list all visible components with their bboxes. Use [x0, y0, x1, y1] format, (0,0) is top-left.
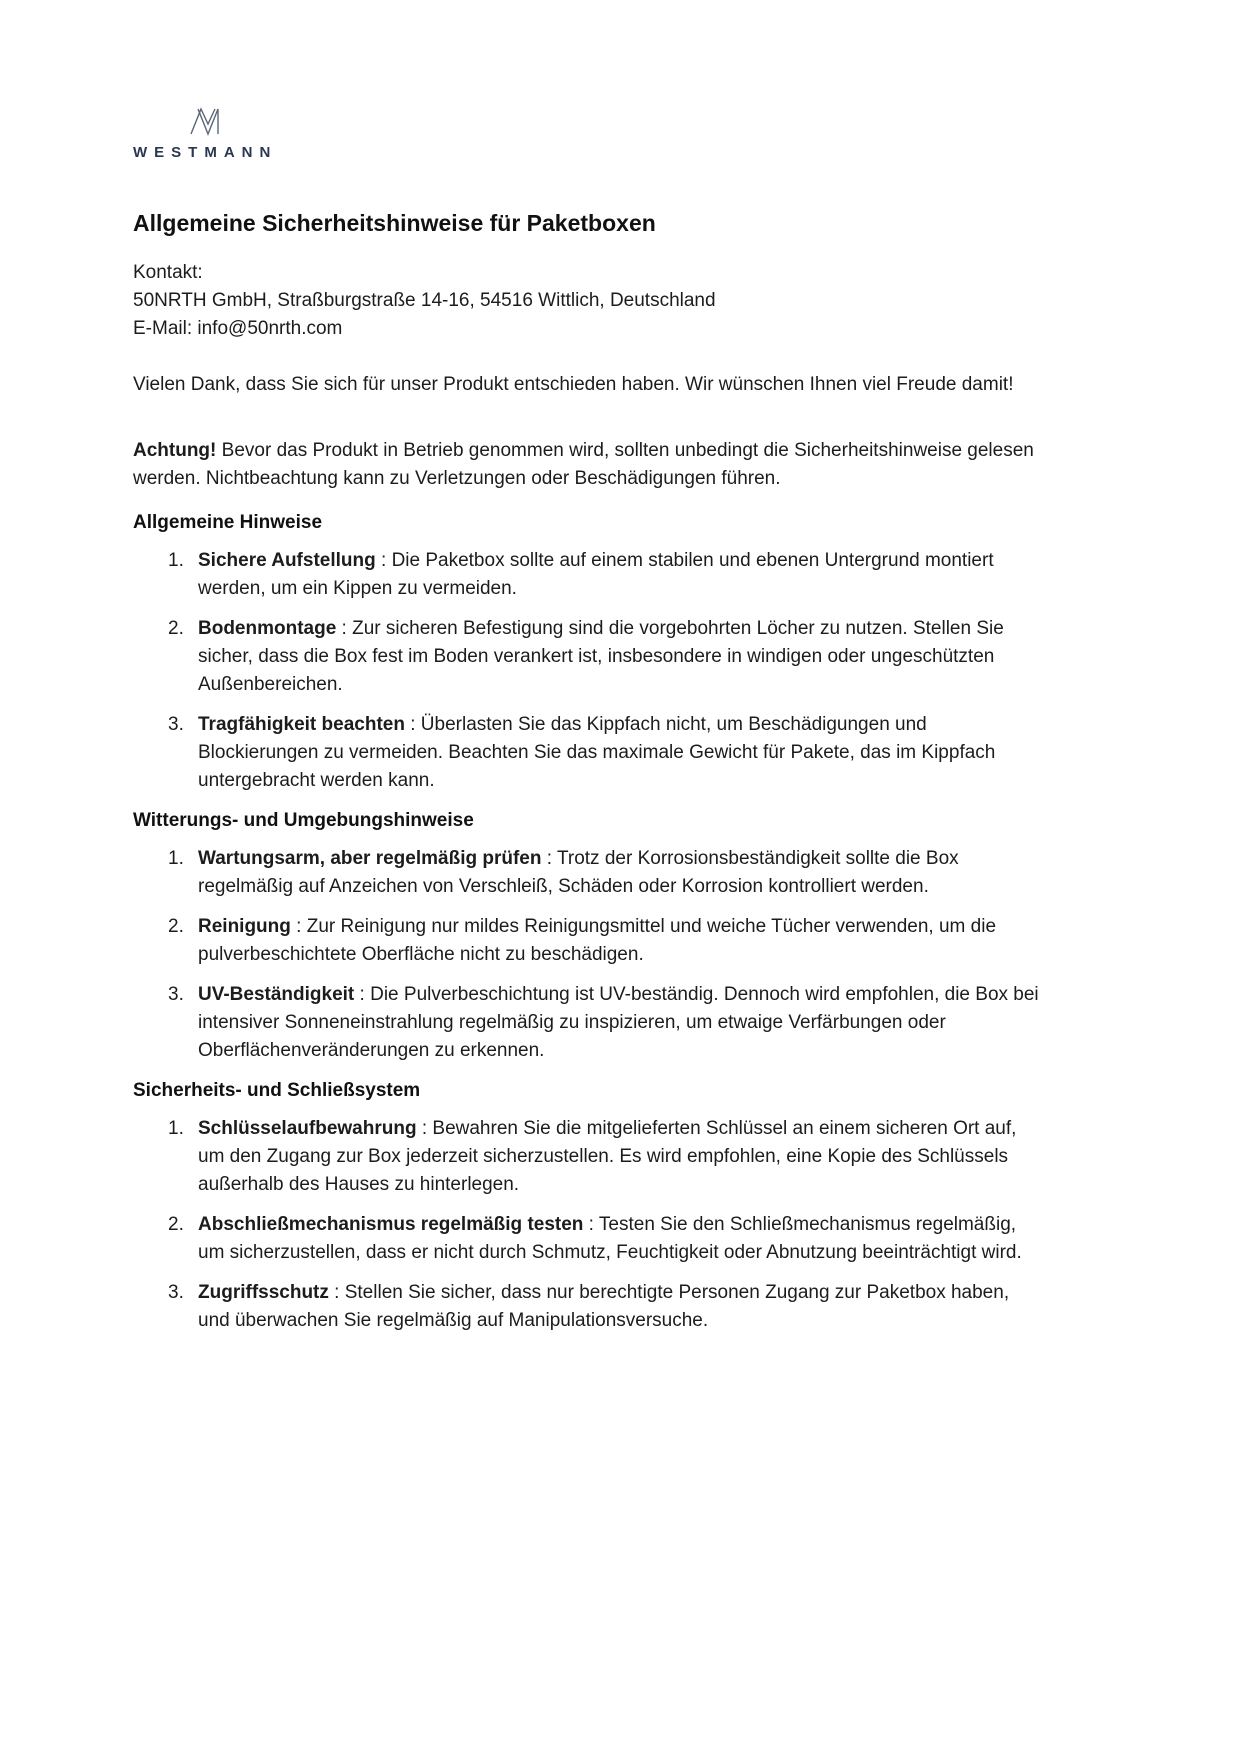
list-item-number: 1.	[168, 1118, 184, 1139]
list-witterungs-hinweise	[133, 845, 1107, 1065]
list-sicherheits-system	[133, 1115, 1107, 1335]
list-item-text	[198, 1115, 1043, 1199]
list-item-term: Reinigung	[198, 916, 291, 937]
list-item-separator: :	[336, 618, 353, 639]
list-item	[133, 615, 1107, 699]
list-item-number: 2.	[168, 618, 184, 639]
list-item-description: Die Paketbox sollte auf einem stabilen und ebenen Untergrund montiert werden, um ein Kippen zu vermeiden.	[198, 550, 994, 599]
section-heading-witterungs-und-umgebungshinweise: Witterungs- und Umgebungshinweise	[133, 810, 474, 831]
westmann-logo	[133, 106, 277, 161]
list-item-term: Schlüsselaufbewahrung	[198, 1118, 417, 1139]
list-item-text	[198, 1279, 1043, 1335]
warning-paragraph	[133, 437, 1038, 493]
list-item-description: Zur Reinigung nur mildes Reinigungsmittel und weiche Tücher verwenden, um die pulverbeschichtete Oberfläche nicht zu beschädigen.	[198, 916, 997, 965]
warning-text: Bevor das Produkt in Betrieb genommen wird, sollten unbedingt die Sicherheitshinweise gelesen werden. Nichtbeachtung kann zu Verletzungen oder Beschädigungen führen.	[133, 440, 1034, 489]
list-item-text	[198, 547, 1043, 603]
list-item-term: Wartungsarm, aber regelmäßig prüfen	[198, 848, 542, 869]
list-item-term: Zugriffsschutz	[198, 1282, 329, 1303]
list-item-text	[198, 845, 1043, 901]
list-item	[133, 547, 1107, 603]
list-item-description: Testen Sie den Schließmechanismus regelmäßig, um sicherzustellen, dass er nicht durch Schmutz, Feuchtigkeit oder Abnutzung beeinträchtigt wird.	[198, 1214, 1022, 1263]
list-item-term: Sichere Aufstellung	[198, 550, 376, 571]
contact-address: 50NRTH GmbH, Straßburgstraße 14-16, 54516 Wittlich, Deutschland	[133, 290, 716, 311]
list-item	[133, 711, 1107, 795]
list-item-text	[198, 913, 1043, 969]
list-item-term: Bodenmontage	[198, 618, 337, 639]
intro-paragraph: Vielen Dank, dass Sie sich für unser Produkt entschieden haben. Wir wünschen Ihnen viel Freude damit!	[133, 374, 1014, 395]
list-item-separator: :	[290, 916, 307, 937]
list-item	[133, 845, 1107, 901]
list-item-description: Überlasten Sie das Kippfach nicht, um Beschädigungen und Blockierungen zu vermeiden. Beachten Sie das maximale Gewicht für Pakete, das im Kippfach untergebracht werden kann.	[198, 714, 996, 791]
list-item	[133, 913, 1107, 969]
list-item-number: 3.	[168, 714, 184, 735]
list-item-description: Stellen Sie sicher, dass nur berechtigte Personen Zugang zur Paketbox haben, und überwachen Sie regelmäßig auf Manipulationsversuche.	[198, 1282, 1010, 1331]
warning-lead: Achtung!	[133, 440, 217, 461]
list-item-separator: :	[583, 1214, 599, 1235]
list-item-description: Die Pulverbeschichtung ist UV-beständig. Dennoch wird empfohlen, die Box bei intensiver Sonneneinstrahlung regelmäßig zu inspizieren, um etwaige Verfärbungen oder Oberflächenveränderungen zu erkennen.	[198, 984, 1039, 1061]
section-heading-allgemeine-hinweise: Allgemeine Hinweise	[133, 512, 323, 533]
list-item-number: 1.	[168, 848, 184, 869]
list-item-description: Trotz der Korrosionsbeständigkeit sollte die Box regelmäßig auf Anzeichen von Verschleiß, Schäden oder Korrosion kontrolliert werden.	[198, 848, 959, 897]
list-item-text	[198, 1211, 1043, 1267]
list-item-description: Bewahren Sie die mitgelieferten Schlüssel an einem sicheren Ort auf, um den Zugang zur Box jederzeit sicherzustellen. Es wird empfohlen, eine Kopie des Schlüssels außerhalb des Hauses zu hinterlegen.	[198, 1118, 1017, 1195]
list-allgemeine-hinweise	[133, 547, 1107, 795]
list-item-text	[198, 615, 1043, 699]
list-item-separator: :	[375, 550, 392, 571]
list-item	[133, 1211, 1107, 1267]
list-item-text	[198, 711, 1043, 795]
list-item-separator: :	[416, 1118, 433, 1139]
page-title: Allgemeine Sicherheitshinweise für Paketboxen	[133, 210, 656, 236]
contact-label: Kontakt:	[133, 262, 203, 283]
list-item-number: 3.	[168, 984, 184, 1005]
wm-monogram-icon	[188, 106, 222, 141]
list-item-description: Zur sicheren Befestigung sind die vorgebohrten Löcher zu nutzen. Stellen Sie sicher, dass die Box fest im Boden verankert ist, insbesondere in windigen oder ungeschützten Außenbereichen.	[198, 618, 1004, 695]
list-item-separator: :	[328, 1282, 345, 1303]
list-item-number: 2.	[168, 1214, 184, 1235]
list-item	[133, 1279, 1107, 1335]
list-item-text	[198, 981, 1043, 1065]
list-item-term: Abschließmechanismus regelmäßig testen	[198, 1214, 584, 1235]
list-item-separator: :	[541, 848, 557, 869]
brand-wordmark: WESTMANN	[133, 144, 278, 161]
list-item-number: 2.	[168, 916, 184, 937]
list-item	[133, 981, 1107, 1065]
contact-email: E-Mail: info@50nrth.com	[133, 318, 343, 339]
list-item-term: Tragfähigkeit beachten	[198, 714, 405, 735]
contact-block	[133, 259, 1107, 343]
list-item-separator: :	[354, 984, 371, 1005]
list-item-number: 1.	[168, 550, 184, 571]
list-item-term: UV-Beständigkeit	[198, 984, 355, 1005]
list-item-number: 3.	[168, 1282, 184, 1303]
list-item-separator: :	[404, 714, 421, 735]
list-item	[133, 1115, 1107, 1199]
section-heading-sicherheits-und-schliesssystem: Sicherheits- und Schließsystem	[133, 1080, 421, 1101]
